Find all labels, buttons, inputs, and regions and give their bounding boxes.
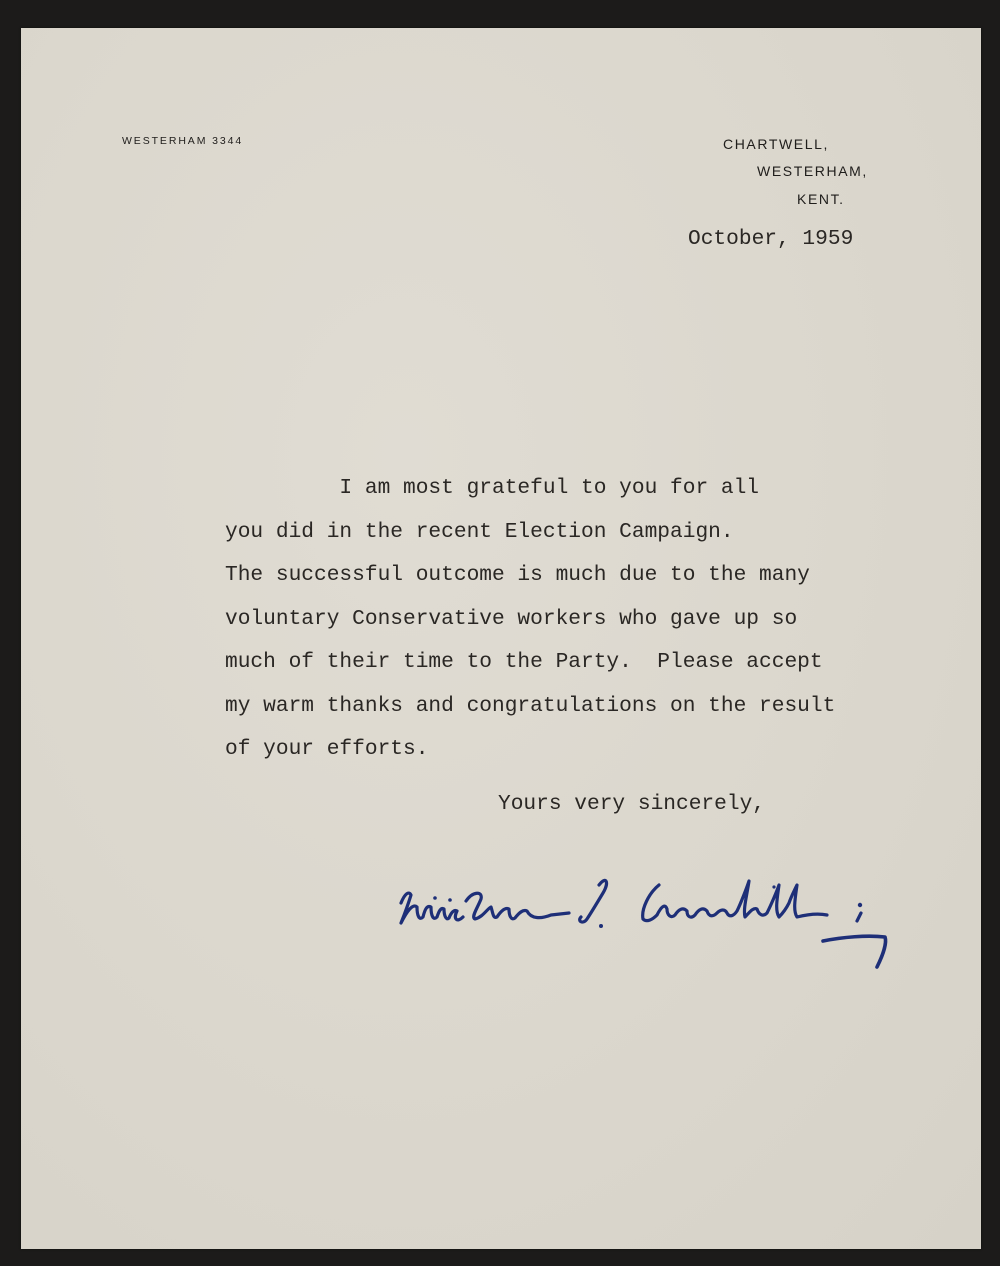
letterhead-address-line-1: CHARTWELL,: [723, 136, 829, 152]
letterhead-address-line-3: KENT.: [797, 191, 845, 207]
letterhead-phone: WESTERHAM 3344: [122, 135, 244, 147]
handwritten-signature: [391, 863, 911, 973]
body-line-3: The successful outcome is much due to the many: [225, 563, 810, 587]
letter-date: October, 1959: [688, 227, 854, 251]
body-line-2: you did in the recent Election Campaign.: [225, 519, 734, 544]
body-line-6: my warm thanks and congratulations on the result: [225, 693, 836, 718]
body-line-4: voluntary Conservative workers who gave up so: [225, 606, 798, 631]
letter-page: [21, 28, 981, 1249]
letter-closing: Yours very sincerely,: [498, 792, 766, 816]
body-line-5: much of their time to the Party. Please accept: [225, 650, 823, 674]
letterhead-address-line-2: WESTERHAM,: [757, 163, 868, 179]
body-line-1: I am most grateful to you for all: [225, 476, 760, 500]
body-line-7: of your efforts.: [225, 737, 429, 761]
letter-body: [225, 467, 835, 772]
